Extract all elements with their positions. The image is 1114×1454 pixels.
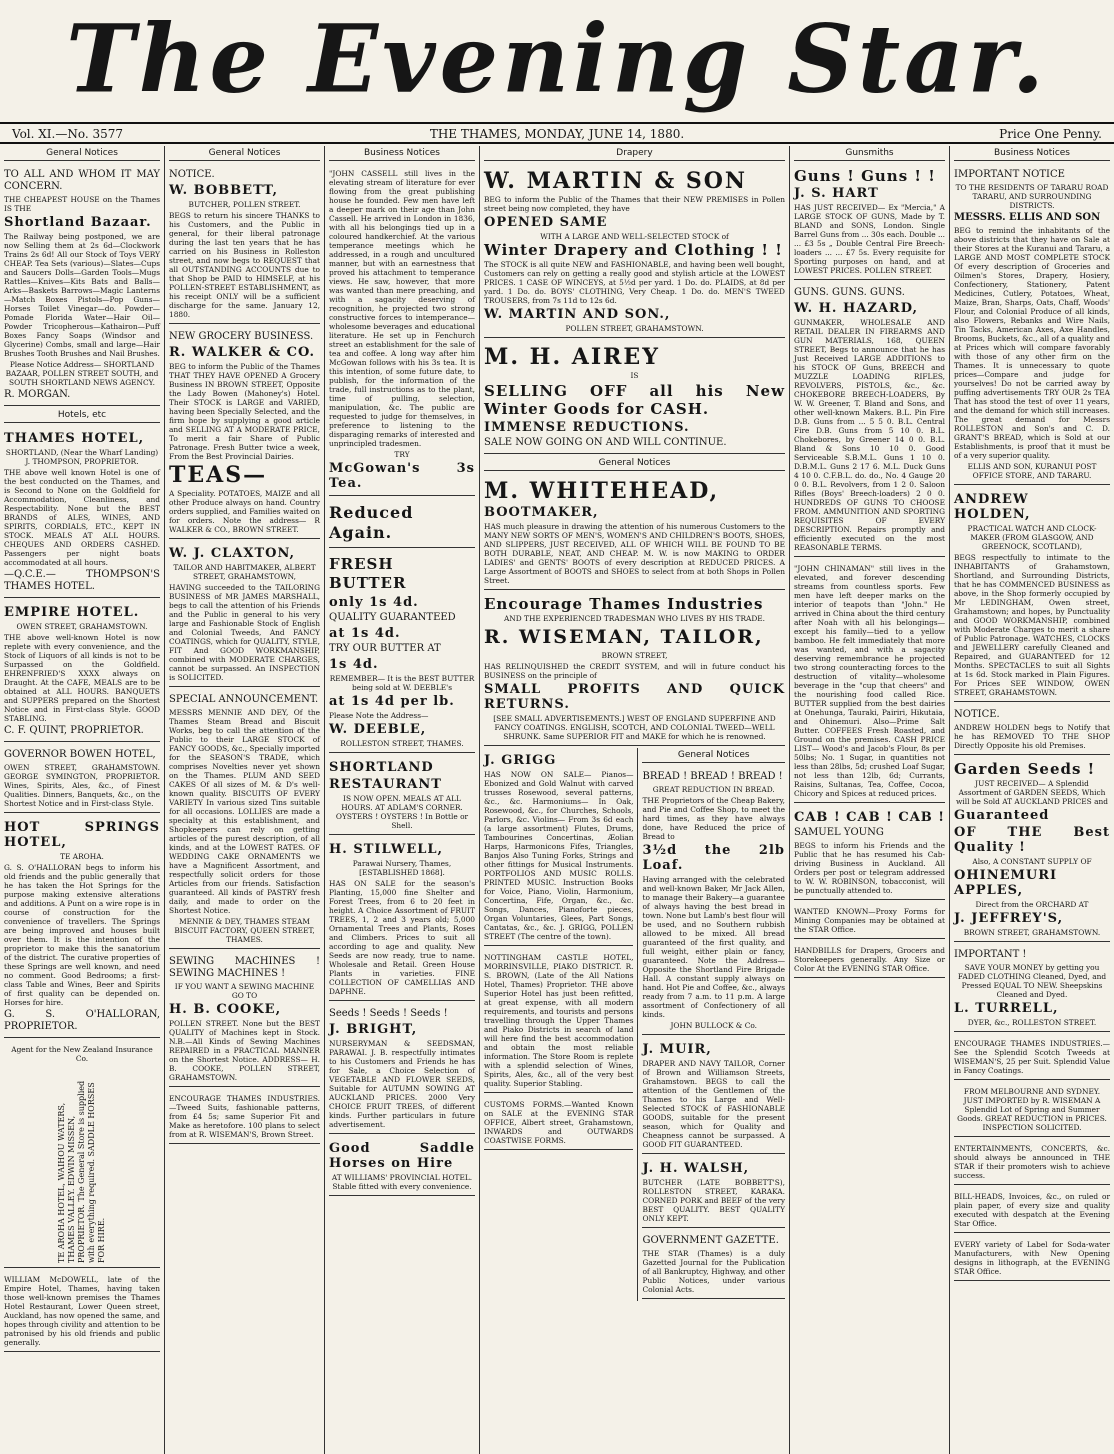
- page-columns: [0, 146, 1114, 1454]
- advert-footer: Please Notice Address— SHORTLAND BAZAAR, POLLEN STREET SOUTH, and SOUTH SHORTLAND NEWS AGENCY.: [5, 360, 159, 387]
- advert-quality: QUALITY GUARANTEED: [329, 612, 456, 623]
- advert-thames-hotel: [4, 426, 160, 598]
- advert-body: HAS much pleasure in drawing the attention of his numerous Customers to the MANY NEW SORTS OF MEN'S, WOMEN'S AND CHILDREN'S BOOTS, SHOES, AND SLIPPERS, JUST RECEIVED, ALL OF WHICH WILL BE FOUND TO BE BOTH DURABLE, NEAT, AND CHEAP. M. W. is now MAKING to ORDER LADIES' and GENTS' BOOTS of every description at REDUCED PRICES. A Large Assortment of BOOTS and SHOES to select from at both Shops in Pollen Street.: [484, 522, 785, 585]
- advert-body: WANTED KNOWN—Proxy Forms for Mining Companies may be obtained at the STAR Office.: [794, 907, 945, 934]
- advert-shortland-bazaar: [4, 164, 160, 406]
- advert-name: MESSRS. ELLIS AND SON: [954, 212, 1101, 223]
- column-1: [0, 146, 165, 1454]
- advert-body: HAS RELINQUISHED the CREDIT SYSTEM, and will in future conduct his BUSINESS on the principle of: [484, 662, 785, 680]
- advert-bright: [329, 1003, 475, 1134]
- section-heading: Gunsmiths: [794, 146, 945, 161]
- advert-title: NOTICE.: [954, 709, 1000, 720]
- advert-street: BROWN STREET,: [601, 651, 668, 660]
- advert-bread: [642, 766, 785, 1035]
- advert-proxy-forms: [794, 902, 945, 939]
- advert-name: THAMES HOTEL,: [4, 431, 145, 446]
- advert-name: J. BRIGHT,: [329, 1022, 418, 1037]
- advert-title: IMPORTANT !: [954, 949, 1027, 960]
- column-2: [165, 146, 325, 1454]
- advert-signature: G. S. O'HALLORAN, PROPRIETOR.: [4, 1009, 160, 1032]
- price: Price One Penny.: [999, 127, 1102, 141]
- advert-subtitle: AND THE EXPERIENCED TRADESMAN WHO LIVES BY HIS TRADE.: [503, 614, 766, 623]
- advert-name: W. J. CLAXTON,: [169, 546, 296, 561]
- advert-body: THE Proprietors of the Cheap Bakery, and Pie and Coffee Shop, to meet the hard times, as they have always done, have Reduced the price of Bread to: [642, 796, 785, 841]
- advert-title: NOTICE.: [169, 169, 215, 180]
- advert-name: GOVERNOR BOWEN HOTEL,: [4, 749, 156, 760]
- advert-body: The Railway being postponed, we are now Selling them at 2s 6d—Clockwork Trains 2s 6d! All our Stock of Toys VERY CHEAP. Tea Sets (various)—Slates—Cups and Saucers Dolls—Garden Tools—Mugs Rattles—Knives—Kits Bats and Balls—Arks—Baskets Barrows—Magic Lanterns—Match Boxes Pistols—Pop Guns—Horses Toilet Vinegar—do. Powder—Pomade Florida Water—Hair Oil—Powder Tricopherous—Kathairon—Puff Boxes Fancy Soaps (Windsor and Glycerine) Combs, small and large—Hair Brushes Tooth Brushes and Nail Brushes.: [4, 232, 160, 358]
- advert-body: ENTERTAINMENTS, CONCERTS, &c. should always be announced in THE STAR if their promoters wish to achieve success.: [954, 1144, 1110, 1180]
- advert-nottingham-castle: [484, 948, 633, 1093]
- advert-address: BROWN STREET, GRAHAMSTOWN.: [963, 928, 1101, 937]
- advert-signature: W. MARTIN AND SON.,: [484, 307, 671, 322]
- advert-name: R. WALKER & CO.: [169, 345, 316, 360]
- advert-subtitle: OWEN STREET, GRAHAMSTOWN.: [16, 622, 148, 631]
- section-heading: Business Notices: [329, 146, 475, 161]
- advert-mcgowan: [329, 164, 475, 496]
- newspaper-title: The Evening Star.: [66, 3, 1048, 115]
- advert-body: SAVE YOUR MONEY by getting you FADED CLOTHING Cleaned, Dyed, and Pressed EQUAL TO NEW. Sheepskins Cleaned and Dyed.: [957, 963, 1107, 999]
- advert-signature: MENNIE & DEY, THAMES STEAM BISCUIT FACTORY, QUEEN STREET, THAMES.: [174, 917, 315, 944]
- advert-hot-springs-hotel: [4, 815, 160, 1038]
- advert-name: HOT SPRINGS HOTEL,: [4, 820, 160, 850]
- advert-opened: OPENED SAME: [484, 215, 608, 230]
- advert-body: THE STAR (Thames) is a duly Gazetted Journal for the Publication of all Bankruptcy, Highway, and other Public Notices, under various Colonial Acts.: [642, 1249, 785, 1294]
- advert-tea: McGowan's 3s Tea.: [329, 461, 475, 491]
- advert-holden-notice: [954, 704, 1110, 755]
- advert-per-lb: at 1s 4d per lb.: [329, 694, 455, 709]
- advert-body: HAS ON SALE for the season's Planting, 15,000 fine Shelter and Forest Trees, from 6 to 20 feet in height. A Choice Assortment of FRUIT TREES, 1, 2 and 3 years old; 5,000 Ornamental Trees and Plants, Roses and Climbers. Prices to suit all according to age and quality. New Seeds are now ready, true to name. Wholesale and Retail. Green House Plants in varieties. FINE COLLECTION OF CAMELLIAS AND DAPHNE.: [329, 879, 475, 996]
- section-heading: Drapery: [484, 146, 785, 161]
- rotated-advert: [4, 1063, 160, 1263]
- advert-name: Shortland Bazaar.: [4, 215, 152, 230]
- advert-subtitle: DYER, &c., ROLLESTON STREET.: [967, 1018, 1097, 1027]
- advert-apples: OHINEMURI APPLES,: [954, 868, 1058, 898]
- advert-subtitle: ROLLESTON STREET, THAMES.: [340, 739, 464, 748]
- advert-price-2: 1s 4d.: [329, 657, 379, 672]
- section-heading: General Notices: [484, 456, 785, 471]
- advert-name: SAMUEL YOUNG: [794, 827, 884, 838]
- advert-body: BEGS to inform his Friends and the Public that he has resumed his Cab-driving Business in Auckland. All Orders per post or telegram addressed to W. W. ROBINSON, tobacconist, will be punctually attended to.: [794, 841, 945, 895]
- advert-name: J. MUIR,: [642, 1042, 712, 1057]
- advert-bill-heads: [954, 1187, 1110, 1233]
- advert-title: IMPORTANT NOTICE: [954, 169, 1065, 180]
- advert-guaranteed: Guaranteed: [954, 808, 1050, 823]
- advert-subtitle: TE AROHA.: [60, 852, 104, 861]
- advert-body: AT WILLIAMS' PROVINCIAL HOTEL. Stable fitted with every convenience.: [331, 1173, 473, 1191]
- advert-shortland-restaurant: [329, 755, 475, 835]
- advert-garden-seeds: [954, 757, 1110, 942]
- advert-name: J. H. WALSH,: [642, 1161, 750, 1176]
- advert-title: TO ALL AND WHOM IT MAY CONCERN.: [4, 169, 160, 192]
- advert-address-label: Please Note the Address—: [329, 711, 429, 720]
- advert-customs-forms: [484, 1095, 633, 1150]
- advert-title: NEW GROCERY BUSINESS.: [169, 331, 314, 342]
- advert-body: EVERY variety of Label for Soda-water Manufacturers, with New Opening designs in lithograph, at the EVENING STAR Office.: [954, 1240, 1110, 1276]
- advert-name: W. MARTIN & SON: [484, 168, 748, 194]
- advert-reduced: [329, 498, 475, 548]
- advert-title: GOVERNMENT GAZETTE.: [642, 1235, 779, 1246]
- advert-from: Direct from the ORCHARD AT: [975, 900, 1089, 909]
- advert-subtitle: Parawai Nursery, Thames, [ESTABLISHED 1868].: [352, 859, 452, 877]
- advert-name: M. H. AIREY: [484, 344, 660, 370]
- advert-body: GUNMAKER, WHOLESALE AND RETAIL DEALER IN FIREARMS AND GUN MATERIALS, 168, QUEEN STREET, Begs to announce that he has Just Received LARGE ADDITIONS to his STOCK OF Guns, BREECH and MUZZLE LOADING RIFLES, REVOLVERS, PISTOLS, &c., &c. CHOKEBORE BREECH-LOADERS, By W. W. Greener, T. Bland and Sons, and other well-known Makers. B.L. Pin Fire D.B. Guns from ... 5 5 0. B.L. Central Fire D.B. Guns from 5 10 0. B.L. Chokebores, by Greener 14 0 0. B.L. Bland & Sons 10 10 0. Good Serviceable S.B.M.L. Guns 1 10 0. D.B.M.L. Guns 2 17 6. M.L. Duck Guns 4 10 0. C.F.B.L. do. do., No. 4 Gauge 20 0 0. B.L. Revolvers, from 1 2 0. Saloon Rifles (Boys' Breech-loaders) 2 0 0. HUNDREDS OF GUNS TO CHOOSE FROM. AMMUNITION AND SPORTING REQUISITES OF EVERY DESCRIPTION. Repairs promptly and efficiently executed on the most REASONABLE TERMS.: [794, 318, 945, 552]
- advert-signature: ELLIS AND SON, KURANUI POST OFFICE STORE, AND TARARU.: [967, 462, 1097, 480]
- advert-body: THE above well known Hotel is one of the best conducted on the Thames, and is Second to None on the Goldfield for Accommodation, Cleanliness, and Respectability. None but the BEST BRANDS of ALES, WINES, AND SPIRITS, CORDIALS, ETC., KEPT IN STOCK. MEALS AT ALL HOURS. CHEQUES AND ORDERS CASHED. Passengers per night boats accommodated at all hours.: [4, 468, 160, 567]
- advert-body: IF YOU WANT A SEWING MACHINE GO TO: [174, 982, 315, 1000]
- advert-cooke: [169, 951, 320, 1087]
- advert-try: TRY: [394, 450, 410, 459]
- advert-sale: SALE NOW GOING ON AND WILL CONTINUE.: [484, 437, 727, 448]
- advert-body: FROM MELBOURNE AND SYDNEY. JUST IMPORTED by R. WISEMAN A Splendid Lot of Spring and Summer Goods. GREAT REDUCTION in PRICES. INSPECTION SOLICITED.: [957, 1087, 1107, 1132]
- advert-subtitle: SHORTLAND, (Near the Wharf Landing) J. THOMPSON, PROPRIETOR.: [5, 448, 159, 466]
- advert-body: HANDBILLS for Drapers, Grocers and Storekeepers generally. Any Size or Color At the EVENING STAR Office.: [794, 946, 945, 973]
- advert-teas: TEAS—: [169, 462, 268, 488]
- section-heading: Business Notices: [954, 146, 1110, 161]
- advert-martin: [484, 164, 785, 338]
- advert-subtitle: TO THE RESIDENTS OF TARARU ROAD TARARU, AND SURROUNDING DISTRICTS.: [955, 183, 1109, 210]
- advert-body: WILLIAM McDOWELL, late of the Empire Hotel, Thames, having taken those well-known premises the Thames Hotel Restaurant, Lower Queen street, Auckland, has now opened the same, and hopes through civility and attention to be patronised by his old friends and public generally.: [4, 1275, 160, 1347]
- advert-body: BUTCHER (LATE BOBBETT'S), ROLLESTON STREET, KARAKA. CORNED PORK and BEEF of the very BEST QUALITY. BEST QUALITY ONLY KEPT.: [642, 1178, 785, 1223]
- advert-body: HAS JUST RECEIVED— Ex "Mercia," A LARGE STOCK OF GUNS, Made by T. BLAND and SONS, London. Single Barrel Guns from ... 30s each. Double ... ... £3 5s „ Double Central Fire Breech-loaders ... ... £7 5s. Every requisite for Sporting purposes on hand, and at LOWEST PRICES. POLLEN STREET.: [794, 203, 945, 275]
- advert-walker: [169, 326, 320, 539]
- advert-body: ENCOURAGE THAMES INDUSTRIES.—See the Splendid Scotch Tweeds at WISEMAN'S, 25 per Suit. Splendid Value in Fancy Coatings.: [954, 1039, 1110, 1075]
- section-heading: General Notices: [4, 146, 160, 161]
- advert-governor-bowen-hotel: [4, 744, 160, 813]
- advert-headline: CAB ! CAB ! CAB !: [794, 810, 946, 825]
- advert-headline: Winter Drapery and Clothing ! !: [484, 241, 783, 259]
- advert-name: EMPIRE HOTEL.: [4, 605, 140, 620]
- advert-headline: Guns ! Guns ! !: [794, 167, 936, 185]
- advert-body: HAS NOW ON SALE— Pianos— Ebonized and Gold Walnut with carved trusses Rosewood, several patterns, &c., &c. Harmoniums— In Oak, Rosewood, &c., for Churches, Schools, Parlors, &c. Violins— From 3s 6d each (a large assortment) Flutes, Drums, Tambourines Concertinas, Æolian Harps, Harmonicons Fifes, Triangles, Banjos Also Tuning Forks, Strings and other fittings for Musical Instruments. PORTFOLIOS AND MUSIC ROLLS. PRINTED MUSIC. Instruction Books for Voice, Piano, Violin, Harmonium, Concertina, Fife, Organ, &c., &c. Songs, Dances, Pianoforte pieces, Organ Voluntaries, Glees, Part Songs, Cantatas, &c., &c. J. GRIGG, POLLEN STREET (The centre of the town).: [484, 770, 634, 941]
- advert-footer: —Q.C.E.— THOMPSON'S THAMES HOTEL.: [4, 569, 160, 592]
- advert-wiseman-tweeds: [954, 1034, 1110, 1080]
- advert-subtitle: BOOTMAKER,: [484, 505, 599, 520]
- advert-footer: A Speciality. POTATOES, MAIZE and all other Produce always on hand. Country orders supplied, and Families waited on for orders. Note the address— R WALKER & CO., BROWN STREET.: [169, 489, 320, 534]
- advert-wiseman: [484, 592, 785, 746]
- advert-whitehead: [484, 474, 785, 590]
- advert-mennie-dey: [169, 689, 320, 949]
- advert-empire-hotel: [4, 600, 160, 742]
- advert-claxton: [169, 541, 320, 687]
- advert-bobbett: [169, 164, 320, 324]
- rotated-advert-text: TE AROHA HOTEL, WAIHOU WATERS, THAMES VALLEY. EDWIN MISSEN, PROPRIETOR. The General Store is supplied with everything required. SADDLE HORSES FOR HIRE.: [57, 1080, 106, 1263]
- advert-title: BREAD ! BREAD ! BREAD !: [642, 771, 783, 782]
- advert-headline: SELLING OFF all his New Winter Goods for CASH.: [484, 382, 785, 418]
- advert-title: SEWING MACHINES ! SEWING MACHINES !: [169, 956, 320, 979]
- advert-footer: POLLEN STREET. None but the BEST QUALITY of Machines kept in Stock. N.B.—All Kinds of Sewing Machines REPAIRED in a PRACTICAL MANNER on the Shortest Notice. ADDRESS— H. B. COOKE, POLLEN STREET, GRAHAMSTOWN.: [169, 1019, 320, 1082]
- advert-name: H. STILWELL,: [329, 842, 444, 857]
- advert-body: THE above well-known Hotel is now replete with every convenience, and the Stock of Liquors of all kinds is not to be Surpassed on the Goldfield. EHRENFRIED'S XXXX always on Draught. At the CAFE, MEALS are to be obtained at ALL HOURS. BANQUETS and SUPPERS prepared on the Shortest Notice and in First-class Style. GOOD STABLING.: [4, 633, 160, 723]
- dateline: [0, 122, 1114, 144]
- advert-ellis: [954, 164, 1110, 485]
- advert-deeble: [329, 550, 475, 753]
- advert-body: NURSERYMAN & SEEDSMAN, PARAWAI. J. B. respectfully intimates to his Customers and Friends he has for Sale, a Choice Selection of VEGETABLE AND FLOWER SEEDS, Suitable for AUTUMN SOWING AT AUCKLAND PRICES. 2000 Very CHOICE FRUIT TREES, of different kinds. Further particulars in future advertisement.: [329, 1039, 475, 1129]
- lower-left: [484, 748, 633, 1301]
- advert-name: W. H. HAZARD,: [794, 301, 919, 316]
- place-and-date: THE THAMES, MONDAY, JUNE 14, 1880.: [429, 127, 685, 141]
- advert-name: ANDREW HOLDEN,: [954, 492, 1031, 522]
- advert-body: BEGS to return his sincere THANKS to his Customers, and the Public in general, for their liberal patronage during the last ten years that he has carried on his Business in Rolleston street, and now begs to REQUEST that all OUTSTANDING ACCOUNTS due to that Shop be PAID to HIMSELF, at his POLLEN-STREET ESTABLISHMENT, as his receipt ONLY will be a sufficient discharge for the same. January 12, 1880.: [169, 211, 320, 319]
- advert-slogan: SMALL PROFITS AND QUICK RETURNS.: [484, 682, 785, 712]
- advert-airey: [484, 340, 785, 454]
- advert-body: IS NOW OPEN. MEALS AT ALL HOURS. AT ADLAM'S CORNER. OYSTERS ! OYSTERS ! In Bottle or Shell.: [335, 794, 469, 830]
- advert-title: Good Saddle Horses on Hire: [329, 1141, 475, 1171]
- lower-split: [484, 748, 785, 1301]
- advert-is: IS: [630, 371, 639, 380]
- advert-wiseman-small: [169, 1089, 320, 1144]
- advert-title: SHORTLAND: [329, 760, 434, 775]
- advert-body: BEGS respectfully to intimate to the INHABITANTS of Grahamstown, Shortland, and Surrounding Districts, that he has COMMENCED BUSINESS as above, in the Shop formerly occupied by Mr LEDINGHAM, Owen street, Grahamstown; and hopes, by Punctuality and GOOD WORKMANSHIP, combined with Moderate Charges to merit a share of Public Patronage. WATCHES, CLOCKS and JEWELLERY carefully Cleaned and Repaired, and GUARANTEED for 12 Months. SPECTACLES to suit all Sights at 1s 6d. Stock marked in Plain Figures. For Prices SEE WINDOW, OWEN STREET, GRAHAMSTOWN.: [954, 553, 1110, 697]
- masthead: [0, 0, 1114, 120]
- advert-price: 3½d the 2lb Loaf.: [642, 843, 785, 873]
- advert-body: BEG to remind the inhabitants of the above districts that they have on Sale at their Stores at the Kuranui and Tararu, a LARGE AND MOST COMPLETE STOCK Of every description of Groceries and Oilmen's Stores, Drapery, Hosiery, Confectionery, Stationery, Patent Medicines, Cutlery, Potatoes, Wheat, Maize, Bran, Sharps, Oats, Chaff, Woods' Flour, and Colonial Produce of all kinds, also Flowers, Rebanks and Wire Nails, Tin Tacks, American Axes, Axe Handles, Brooms, Buckets, &c., all of a quality and at Prices which will compare favorably with those of any other firm on the Thames. It is unnecessary to quote prices—Compare and judge for yourselves! Do not be carried away by puffing advertisements TRY OUR 2s TEA That has stood the test of over 11 years, and the demand for which still increases. The great demand for Messrs ROLLESTON and Son's and C. D. GRANT'S BREAD, which is Sold at our Establishments, is proof that it must be of a very superior quality.: [954, 226, 1110, 460]
- advert-reductions: IMMENSE REDUCTIONS.: [484, 420, 690, 435]
- advert-body: "JOHN CHINAMAN" still lives in the elevated, and forever descending streams from countless sports. Few men have left deeper marks on the interior of teapots than "John." He arrived in China about the third century after Noah with all his belongings—except his family—tied to a yellow bamboo. He felt immediately that more was wanted, and with a sagacity deserving remembrance he projected two strong counteracting forces to the destruction of vitality—wholesome beverage in the "cup that cheers" and the nourishing food called Rice. BUTTER supplied from the best dairies at Onehunga, Tauraki, Pairiri, Hikutaia, and Ohinemuri. Also—Prime Salt Butter. COFFEES Fresh Roasted, and Ground on the premises. CASH PRICE LIST— Wood's and Jacob's Flour, 8s per 50lbs; No. 1 Sugar, in quantities not less than 28lbs, 5d; crushed Loaf Sugar, not less than 12lb, 6d; Currants, Raisins, Sultanas, Tea, Coffee, Cocoa, Chicory and Spices at reduced prices.: [794, 564, 945, 798]
- column-4: [480, 146, 790, 1454]
- advert-walsh: [642, 1156, 785, 1228]
- advert-body: BEG to inform the Public of the Thames that their NEW PREMISES in Pollen street being now completed, they have: [484, 195, 785, 213]
- advert-body: HAVING succeeded to the TAILORING BUSINESS of MR JAMES MARSHALL, begs to call the attention of his Friends and the Public in general to his very large and Fashionable Stock of English and Colonial Tweeds, And FANCY COATINGS, which for QUALITY, STYLE, FIT And GOOD WORKMANSHIP, combined with MODERATE CHARGES, cannot be surpassed. An INSPECTION is SOLICITED.: [169, 583, 320, 682]
- advert-body: ENCOURAGE THAMES INDUSTRIES.—Tweed Suits, fashionable patterns, from £4 5s; same Superior Fit and Make as heretofore. 100 plans to select from at R. WISEMAN'S, Brown Street.: [169, 1094, 320, 1139]
- column-5: [790, 146, 950, 1454]
- section-heading: General Notices: [169, 146, 320, 161]
- advert-name: RESTAURANT: [329, 777, 442, 792]
- advert-body: NOTTINGHAM CASTLE HOTEL, MORRINSVILLE, PIAKO DISTRICT. R. S. BROWN, (Late of the All Nations Hotel, Thames) Proprietor. THE above Superior Hotel has just been refitted, at great expense, with all modern requirements, and tourists and persons travelling through the Upper Thames and Piako Districts in search of land will here find the best accommodation and obtain the most reliable information. The Store Room is replete with a splendid selection of Wines, Spirits, Ales, &c., all of the very best quality. Superior Stabling.: [484, 953, 634, 1088]
- advert-title: Reduced Again.: [329, 503, 414, 542]
- advert-saddle-horses: [329, 1136, 475, 1196]
- advert-remember: REMEMBER— It is the BEST BUTTER being sold at W. DEEBLE's: [329, 674, 475, 692]
- advert-signature: R. MORGAN.: [4, 389, 71, 400]
- advert-entertainments: [954, 1139, 1110, 1185]
- advert-footer: [SEE SMALL ADVERTISEMENTS.] WEST OF ENGLAND SUPERFINE AND FANCY COATINGS. ENGLISH, SCOTCH, AND COLONIAL TWEED—WELL SHRUNK. Same SUPERIOR FIT and MAKE for which he is renowned.: [493, 714, 776, 741]
- advert-signature: JOHN BULLOCK & Co.: [670, 1021, 758, 1030]
- advert-name: W. BOBBETT,: [169, 183, 279, 198]
- advert-government-gazette: [642, 1230, 785, 1299]
- advert-holden: [954, 487, 1110, 702]
- advert-subtitle: BUTCHER, POLLEN STREET.: [188, 200, 301, 209]
- advert-title: FRESH BUTTER: [329, 555, 407, 592]
- advert-te-aroha-hotel: [4, 1040, 160, 1268]
- advert-name: W. DEEBLE,: [329, 722, 427, 737]
- advert-grigg: [484, 748, 633, 946]
- section-heading: Hotels, etc: [4, 408, 160, 423]
- advert-price: only 1s 4d.: [329, 595, 419, 610]
- advert-cab: [794, 805, 945, 900]
- advert-body: BILL-HEADS, Invoices, &c., on ruled or plain paper, of every size and quality executed with despatch at the Evening Star Office.: [954, 1192, 1110, 1228]
- advert-headline: GUNS. GUNS. GUNS.: [794, 287, 905, 298]
- advert-body: G. S. O'HALLORAN begs to inform his old friends and the public generally that he has taken the Hot Springs for the purpose making extensive alterations and additions. A Punt on a wire rope is in course of construction for the convenience of travellers. The Springs are being improved and houses built over them. It is the intention of the proprietor to make this the sanatorium of the district. The curative properties of these Springs are well known, and need no comment. Good Bedrooms; a first-class Table and Wines, Beer and Spirits of first quality can be depended on. Horses for hire.: [4, 863, 160, 1007]
- advert-subtitle: GREAT REDUCTION IN BREAD.: [652, 785, 775, 794]
- advert-lead: THE CHEAPEST HOUSE on the Thames IS THE: [4, 195, 160, 213]
- advert-body: ANDREW HOLDEN begs to Notify that he has REMOVED TO THE SHOP Directly Opposite his old Premises.: [954, 723, 1110, 750]
- advert-wiseman-imported: [954, 1082, 1110, 1137]
- advert-hart: [794, 164, 945, 280]
- advert-address: POLLEN STREET, GRAHAMSTOWN.: [565, 324, 704, 333]
- advert-turrell: [954, 944, 1110, 1032]
- advert-with: WITH A LARGE AND WELL-SELECTED STOCK of: [540, 232, 729, 241]
- lower-right: [637, 748, 785, 1301]
- column-3: [325, 146, 480, 1454]
- advert-subtitle: PRACTICAL WATCH AND CLOCK-MAKER (FROM GLASGOW, AND GREENOCK, SCOTLAND),: [967, 524, 1097, 551]
- advert-hazard: [794, 282, 945, 557]
- advert-stilwell: [329, 837, 475, 1001]
- advert-text: The STOCK is all quite NEW and FASHIONABLE, and having been well bought, Customers can rely on getting a really good and stylish article at the LOWEST PRICES. 1 CASE OF WINCEYS, at 5½d per yard. 1 Do. do. PLAIDS, at 8d per yard. 1 Do. do. BOYS' CLOTHING, Very Cheap. 1 Do. do. MEN'S TWEED TROUSERS, from 7s 11d to 12s 6d.: [484, 260, 785, 305]
- column-6: [950, 146, 1114, 1454]
- advert-john-chinaman: [794, 559, 945, 803]
- advert-body: CUSTOMS FORMS.—Wanted Known on SALE at the EVENING STAR OFFICE, Albert street, Grahamstown, INWARDS and OUTWARDS COASTWISE FORMS.: [484, 1100, 634, 1145]
- advert-body: "JOHN CASSELL still lives in the elevating stream of literature for ever flowing from the great publishing house he founded. Few men have left a deeper mark on their age than John Cassell. He arrived in London in 1836, with all his belongings tied up in a coloured handkerchief. At the various temperance meetings which he addressed, in a rough and uncultured manner, but with an earnestness that proved his attachment to temperance views. He saw, however, that more was wanted than mere preaching, and with a sagacity deserving of recognition, he projected two strong constructive forces to intemperance—wholesome beverages and educational literature. He set up in Fenchurch street an establishment for the sale of tea and coffee. A long way after him McGowan follows with his 3s tea. It is this intention, of some future date, to publish, for the information of the trade, full instructions as to the plant, time of pulling, selection, manipulation, &c. The public are requested to judge for themselves, in preference to listening to the disparaging remarks of interested and unprincipled tradesmen.: [329, 169, 475, 448]
- advert-headline: Encourage Thames Industries: [484, 595, 764, 613]
- advert-best-quality: OF THE Best Quality !: [954, 825, 1110, 855]
- advert-title: Garden Seeds !: [954, 760, 1096, 778]
- section-heading: General Notices: [642, 748, 785, 763]
- advert-name: M. WHITEHEAD,: [484, 478, 720, 504]
- advert-body: DRAPER AND NAVY TAILOR, Corner of Brown and Williamson Streets, Grahamstown. BEGS to call the attention of the Gentlemen of the Thames to his Large and Well-Selected STOCK of FASHIONABLE GOODS, suitable for the present season, which for Quality and Cheapness cannot be surpassed. A GOOD FIT GUARANTEED.: [642, 1059, 785, 1149]
- advert-text: Having arranged with the celebrated and well-known Baker, Mr Jack Allen, to manage their Bakery—a guarantee of always having the best bread in town. None but Lamb's best flour will be used, and no Southern rubbish allowed to be mixed. All bread guaranteed of the first quality, and full weight, either plain or fancy, guaranteed. Note the Address—Opposite the Shortland Fire Brigade Hall. A constant supply always on hand. Hot Pie and Coffee, &c., always ready from 7 a.m. to 11 p.m. A large assortment of Confectionery of all kinds.: [642, 875, 785, 1019]
- advert-name: H. B. COOKE,: [169, 1002, 282, 1017]
- advert-body: JUST RECEIVED— A Splendid Assortment of GARDEN SEEDS, Which will be Sold AT AUCKLAND PRICES and: [956, 779, 1108, 806]
- advert-william-mcdowell: [4, 1270, 160, 1352]
- volume-number: Vol. XI.—No. 3577: [12, 127, 124, 141]
- advert-also: Also, A CONSTANT SUPPLY OF: [972, 857, 1092, 866]
- advert-name: J. S. HART: [794, 186, 879, 201]
- advert-body: BEG to inform the Public of the Thames THAT THEY HAVE OPENED A Grocery Business IN BROWN STREET, Opposite the Lady Bowen (Mahoney's) Hotel. Their STOCK is LARGE and VARIED, having been Specially Selected, and the firm hope by supplying a good article and SELLING AT A MODERATE PRICE, To merit a fair Share of Public Patronage. Fresh Butter twice a week, From the Best Provincial Dairies.: [169, 362, 320, 461]
- advert-handbills: [794, 941, 945, 978]
- advert-title: Agent for the New Zealand Insurance Co.: [11, 1045, 153, 1063]
- advert-signature: C. F. QUINT, PROPRIETOR.: [4, 725, 144, 736]
- advert-name: J. JEFFREY'S,: [954, 911, 1064, 926]
- advert-at: at 1s 4d.: [329, 626, 401, 641]
- advert-name: J. GRIGG: [484, 753, 557, 768]
- advert-title: SPECIAL ANNOUNCEMENT.: [169, 694, 319, 705]
- advert-subtitle: TAILOR AND HABITMAKER, ALBERT STREET, GRAHAMSTOWN,: [173, 563, 316, 581]
- advert-body: OWEN STREET, GRAHAMSTOWN. GEORGE SYMINGTON, PROPRIETOR. Wines, Spirits, Ales, &c., of Finest Qualities. Dinners, Banquets, &c., on the Shortest Notice and in First-class Style.: [4, 763, 160, 808]
- advert-body: MESSRS MENNIE AND DEY, Of the Thames Steam Bread and Biscuit Works, beg to call the attention of the Public to their LARGE STOCK of FANCY GOODS, &c., Specially imported for the SEASON'S TRADE, which comprises Novelties never yet shown on the Thames. PLUM AND SEED CAKES Of all sizes of M. & D's well-known quality. BISCUITS OF EVERY VARIETY In various sized Tins suitable for all occasions. LOLLIES are made a specialty at this establishment, and Shopkeepers can rely on getting articles of the purest description, of all kinds, and at the LOWEST RATES. OF WEDDING CAKE ORNAMENTS we have a Magnificent Assortment, and respectfully solicit orders for those Articles from our friends. Satisfaction guaranteed. All kinds of PASTRY fresh daily, and made to order on the Shortest Notice.: [169, 708, 320, 915]
- advert-name: L. TURRELL,: [954, 1001, 1059, 1016]
- advert-muir: [642, 1037, 785, 1154]
- advert-title: Seeds ! Seeds ! Seeds !: [329, 1008, 448, 1019]
- advert-name: R. WISEMAN, TAILOR,: [484, 626, 764, 648]
- advert-try: TRY OUR BUTTER AT: [329, 643, 441, 654]
- advert-labels: [954, 1235, 1110, 1281]
